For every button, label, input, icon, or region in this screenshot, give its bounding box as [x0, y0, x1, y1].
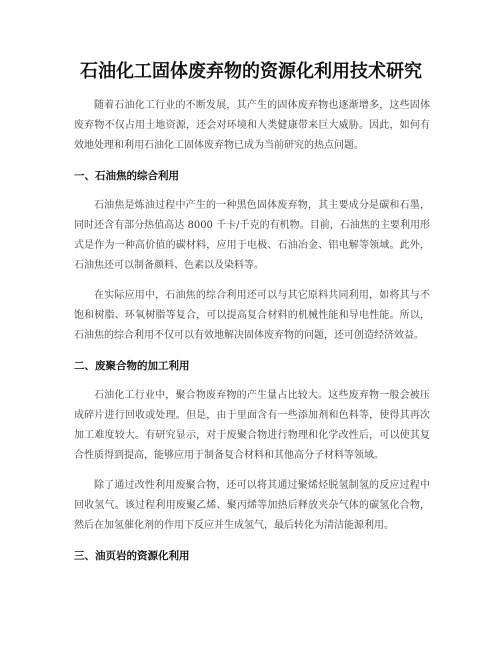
body-paragraph: 石油化工行业中，聚合物废弃物的产生量占比较大。这些废弃物一般会被压成碎片进行回收或处理。但是，由于里面含有一些添加剂和色料等，使得其再次加工难度较大。有研究显示，对于废聚合物进行物理和化学改性后，可以使其复合性质得到提高，能够应用于制备复合材料和其他高分子材料等领域。: [74, 390, 430, 461]
section-heading: 三、油页岩的资源化利用: [74, 550, 190, 562]
page-title: 石油化工固体废弃物的资源化利用技术研究: [80, 61, 422, 82]
section-waste-polymer: [74, 356, 430, 536]
section-petroleum-coke: [74, 166, 430, 346]
body-paragraph: 石油焦是炼油过程中产生的一种黑色固体废弃物，其主要成分是碳和石墨，同时还含有部分热值高达 8000 千卡/千克的有机物。目前，石油焦的主要利用形式是作为一种高价值的碳材料，应用于电极、石油冶金、铝电解等领域。此外，石油焦还可以制备颜料、色素以及染料等。: [74, 200, 430, 271]
section-oil-shale: [74, 546, 430, 566]
document-body: [74, 96, 430, 576]
body-paragraph: 在实际应用中，石油焦的综合利用还可以与其它原料共同利用，如将其与不饱和树脂、环氧树脂等复合，可以提高复合材料的机械性能和导电性能。所以，石油焦的综合利用不仅可以有效地解决固体废弃物的问题，还可创造经济效益。: [74, 290, 430, 341]
intro-paragraph: 随着石油化工行业的不断发展，其产生的固体废弃物也逐渐增多，这些固体废弃物不仅占用土地资源，还会对环境和人类健康带来巨大威胁。因此，如何有效地处理和利用石油化工固体废弃物已成为当前研究的热点问题。: [74, 100, 430, 151]
section-heading: 二、废聚合物的加工利用: [74, 360, 190, 372]
body-paragraph: 除了通过改性利用废聚合物，还可以将其通过聚烯烃脱氢制氢的反应过程中回收氢气。该过程利用废聚乙烯、聚丙烯等加热后释放夹杂气体的碳氢化合物，然后在加氢催化剂的作用下反应并生成氢气，最后转化为清洁能源利用。: [74, 480, 430, 531]
section-heading: 一、石油焦的综合利用: [74, 170, 179, 182]
